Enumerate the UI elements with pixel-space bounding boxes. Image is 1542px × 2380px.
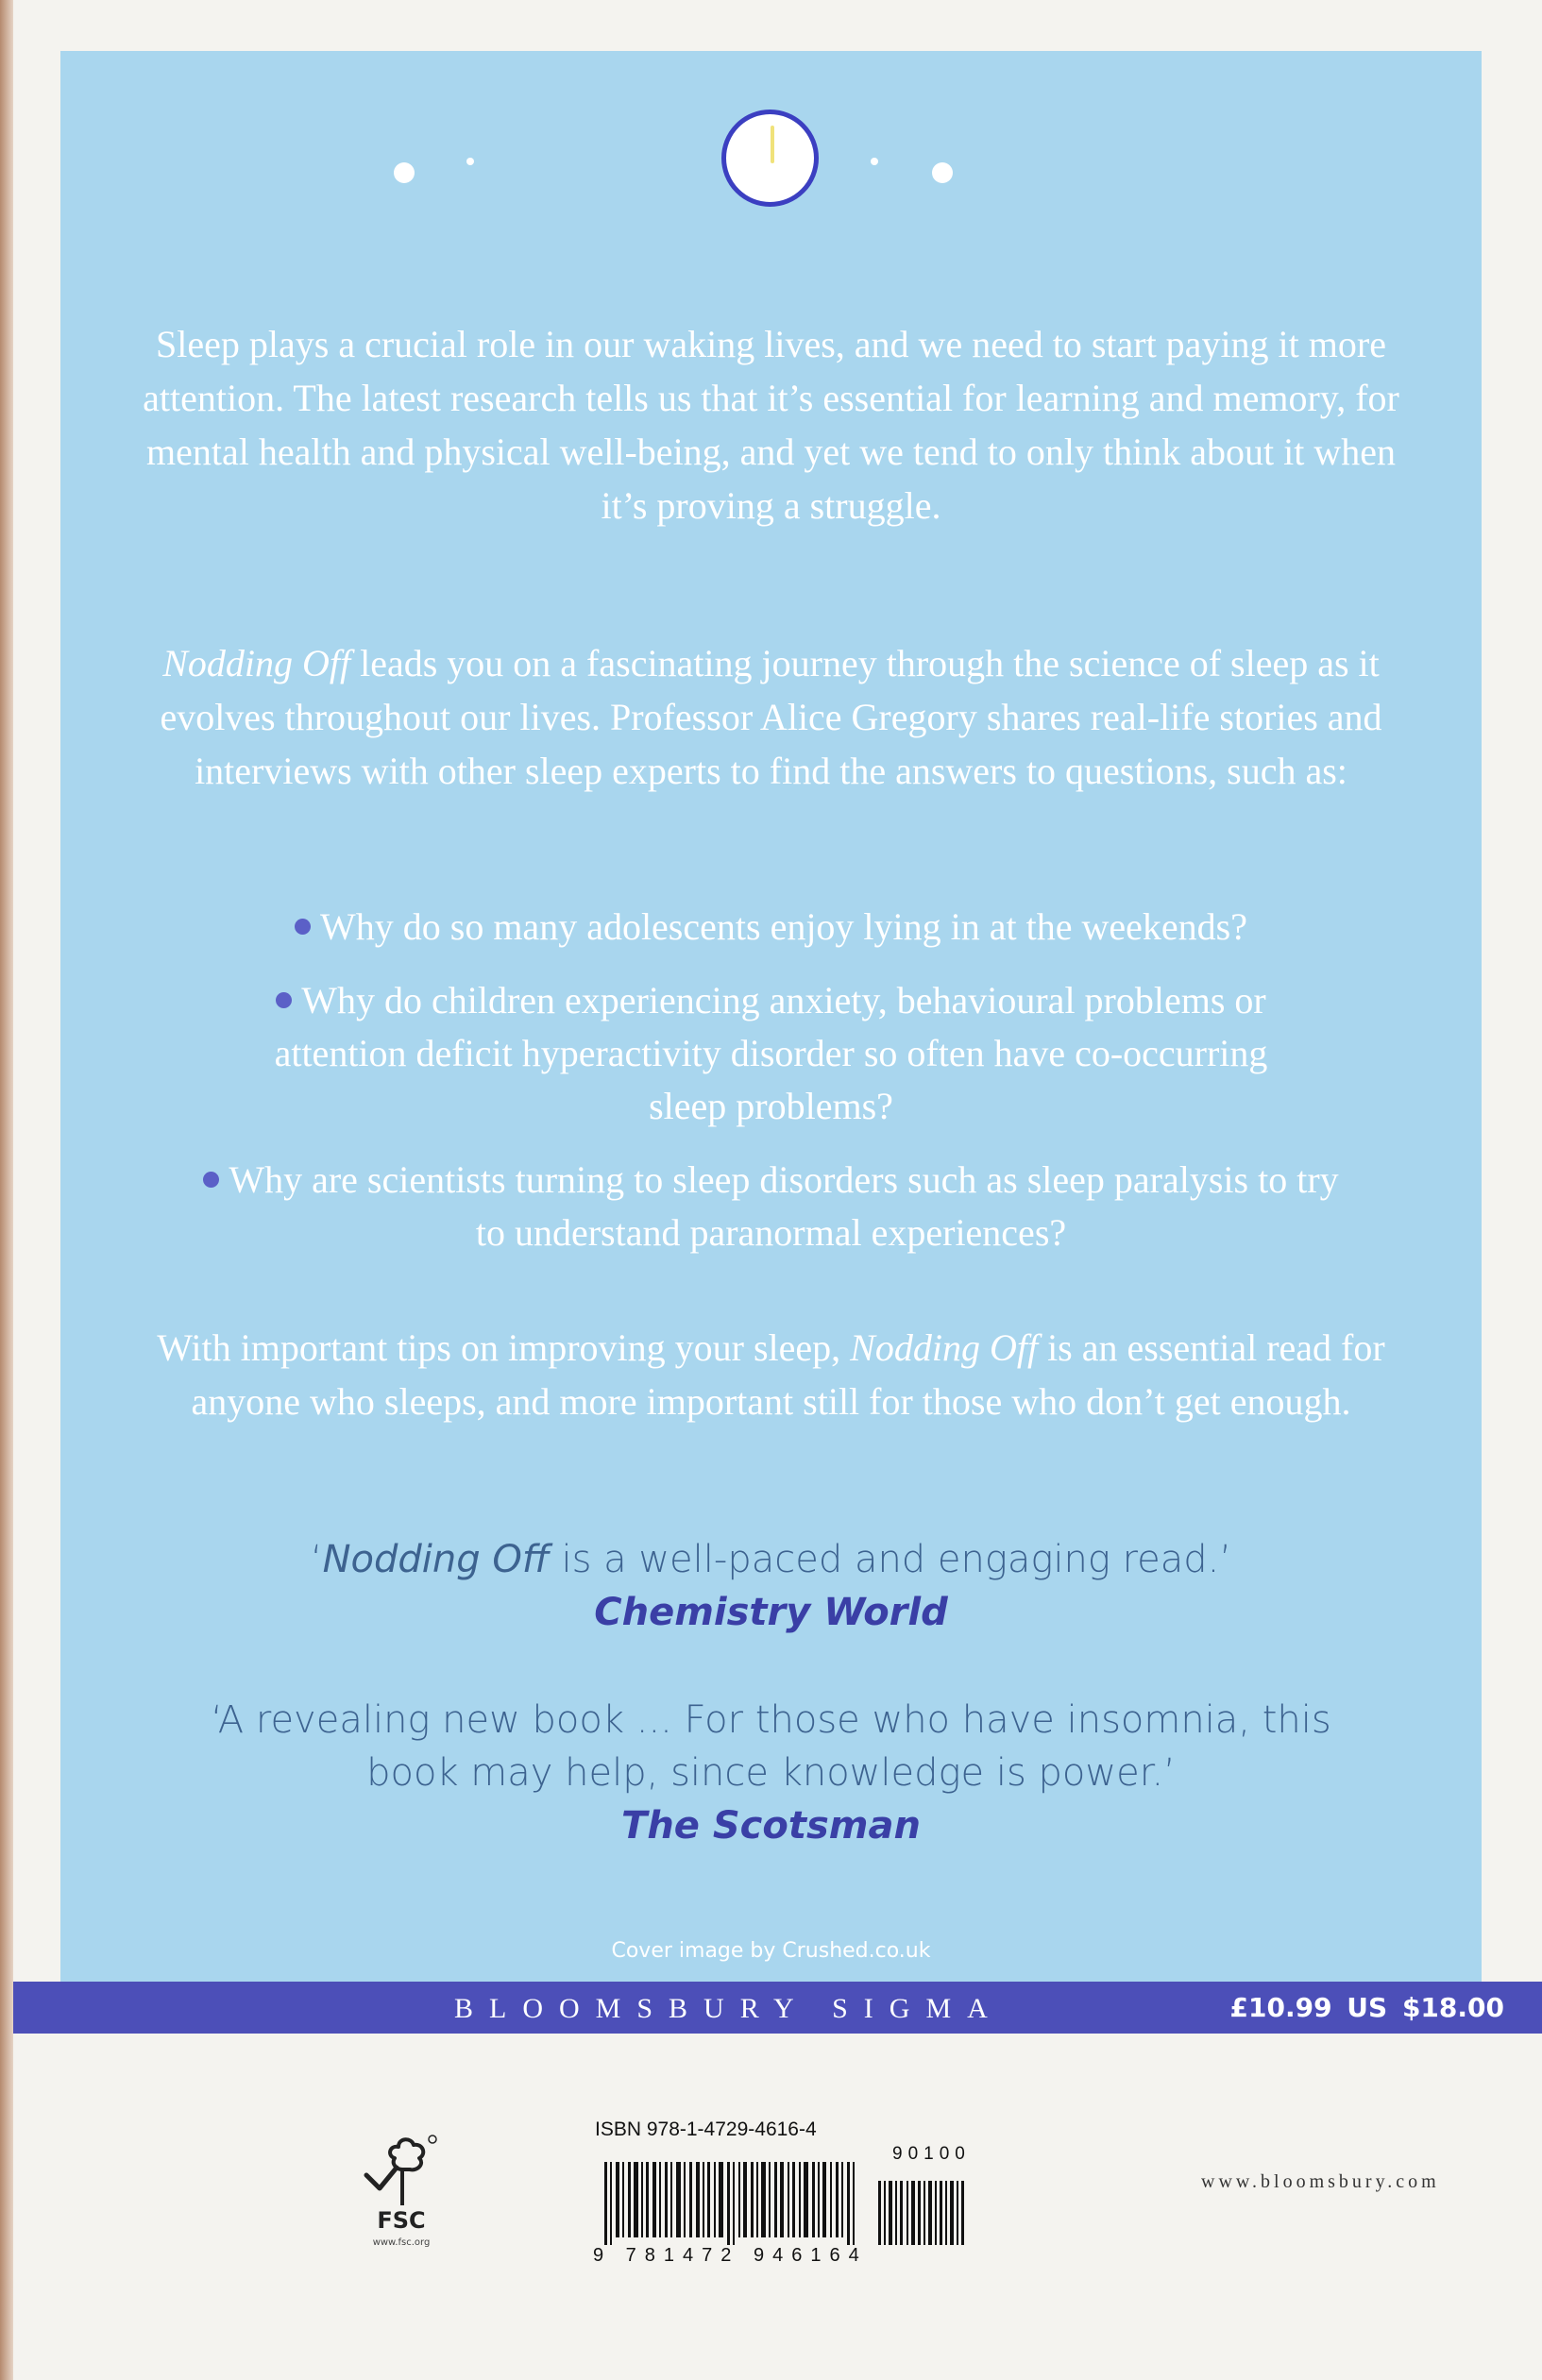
blurb-closing-end: is an essential read for anyone who sleeps, and more important still for those who don’t get enough. [191,1326,1385,1423]
blurb-description-rest: leads you on a fascinating journey through the science of sleep as it evolves throughout our lives. Professor Alice Gregory shares real-life stories and interviews with other sleep experts to find the answers to questions, such as: [160,642,1382,792]
dot-decoration [932,162,953,183]
book-title: Nodding Off [162,642,351,684]
quote-text-rest: is a well-paced and engaging read.’ [549,1538,1232,1581]
review-quote-1 [117,1533,1425,1639]
bullet-icon [276,992,292,1008]
list-item [136,974,1406,1133]
quote-text: ‘A revealing new book ... For those who have insomnia, this book may help, since knowledge is power.’ [211,1698,1331,1795]
cover-credit: Cover image by Crushed.co.uk [611,1939,931,1963]
question-list [136,901,1406,1280]
isbn-barcode [604,2162,1001,2245]
review-quote-2 [164,1694,1378,1852]
fsc-logo [359,2132,444,2259]
price-label: £10.99 US $18.00 [1229,1992,1504,2023]
quote-source: The Scotsman [621,1804,921,1848]
page-edge [0,0,13,2380]
quote-text [117,1533,1425,1586]
bullet-icon [203,1172,219,1188]
book-title: Nodding Off [850,1326,1039,1369]
book-title: Nodding Off [322,1538,550,1581]
blurb-closing-text [136,1321,1406,1428]
barcode-price-code: 90100 [892,2144,971,2164]
blurb-description [136,636,1406,798]
fsc-url: www.fsc.org [372,2237,431,2248]
tree-checkmark-icon [359,2132,444,2207]
question-text: Why do children experiencing anxiety, behavioural problems or attention deficit hyperactivity disorder so often have co-occurring sleep problems? [274,979,1268,1127]
publisher-name: BLOOMSBURY SIGMA [454,1993,1004,2024]
clock-illustration [60,106,1482,257]
publisher-band [13,1982,1542,2034]
isbn-number: ISBN 978-1-4729-4616-4 [595,2118,817,2140]
question-text: Why are scientists turning to sleep disorders such as sleep paralysis to try to understand paranormal experiences? [229,1158,1339,1254]
fsc-label: FSC [377,2207,426,2234]
quote-open-mark: ‘ [310,1538,323,1581]
bullet-icon [295,919,311,935]
question-text: Why do so many adolescents enjoy lying in at the weekends? [320,905,1247,948]
blurb-closing [136,1321,1406,1428]
dot-decoration [871,158,878,165]
dot-decoration [394,162,415,183]
clock-hand [771,126,774,163]
list-item [136,901,1406,954]
blurb-closing-start: With important tips on improving your sleep, [157,1326,851,1369]
quote-source: Chemistry World [594,1591,948,1634]
dot-decoration [466,158,474,165]
list-item [136,1154,1406,1259]
clock-icon [721,110,819,207]
barcode-digits: 9 781472 946164 [593,2245,868,2266]
blurb-intro [136,317,1406,532]
blurb-description-text [136,636,1406,798]
blurb-intro-text: Sleep plays a crucial role in our waking lives, and we need to start paying it more attention. The latest research tells us that it’s essential for learning and memory, for mental health and physical well-being, and yet we tend to only think about it when it’s proving a struggle. [143,323,1399,527]
back-cover-panel [60,51,1482,1982]
publisher-website: www.bloomsbury.com [1201,2171,1440,2192]
